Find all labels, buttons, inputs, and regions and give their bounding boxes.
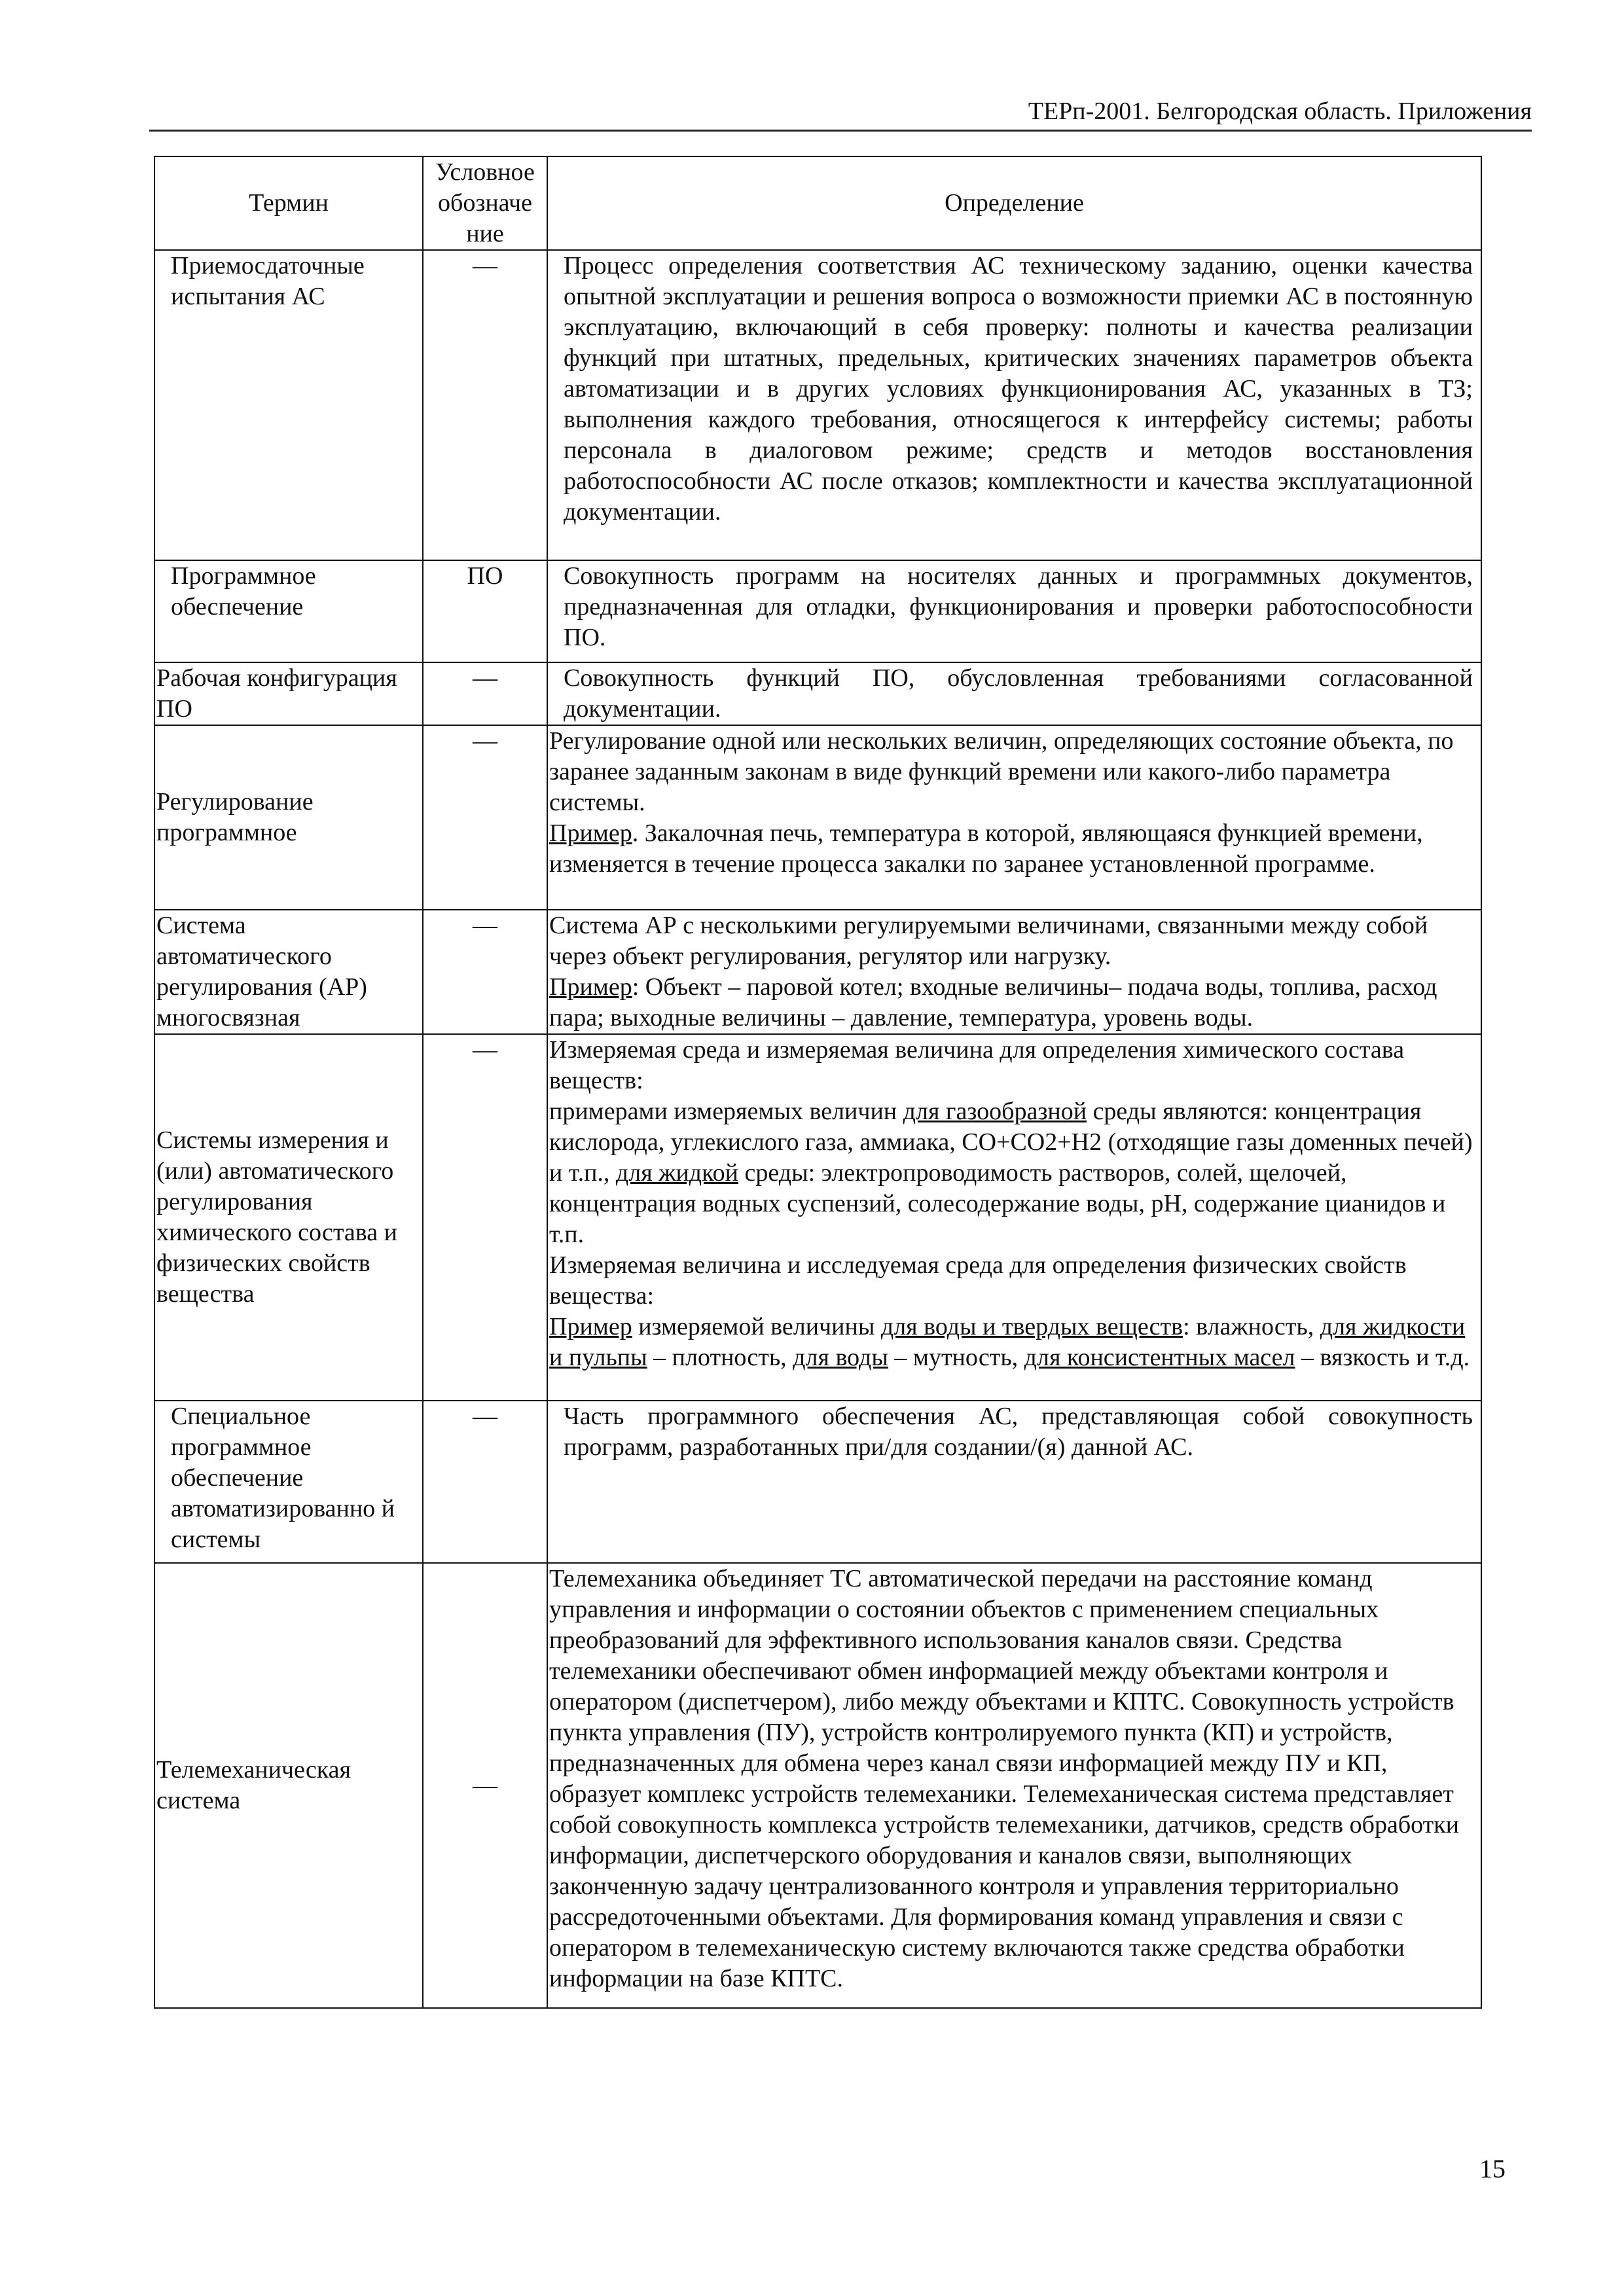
example-text: : Объект – паровой котел; входные величины– подача воды, топлива, расход пара; выходные величины – давление, температура, уровень воды. xyxy=(549,973,1437,1031)
table-row xyxy=(154,910,1481,1034)
definition-text: примерами измеряемых величин xyxy=(549,1098,903,1125)
definition-cell: Часть программного обеспечения АС, представляющая собой совокупность программ, разработанных при/для создании/(я) данной АС. xyxy=(547,1401,1481,1563)
definition-text: Система АР с несколькими регулируемыми величинами, связанными между собой через объект регулирования, регулятор или нагрузку. xyxy=(549,912,1428,970)
column-header-symbol xyxy=(423,156,547,250)
definition-text: Регулирование одной или нескольких величин, определяющих состояние объекта, по заранее заданным законам в виде функций времени или какого-либо параметра системы. xyxy=(549,727,1454,816)
symbol-cell: — xyxy=(423,1401,547,1563)
definition-text: – вязкость и т.д. xyxy=(1295,1344,1470,1371)
definition-cell xyxy=(547,910,1481,1034)
definition-text: – мутность, xyxy=(888,1344,1024,1371)
term-cell: Системы измерения и (или) автоматического регулирования химического состава и физических свойств вещества xyxy=(154,1034,423,1401)
symbol-cell: — xyxy=(423,1034,547,1401)
column-header-definition: Определение xyxy=(547,156,1481,250)
table-row xyxy=(154,250,1481,560)
example-label: Пример xyxy=(549,1313,632,1340)
definition-underlined: для воды xyxy=(793,1344,888,1371)
column-header-symbol-text: Условное обозначе ние xyxy=(435,158,535,247)
term-cell: Телемеханическая система xyxy=(154,1563,423,2008)
example-label: Пример xyxy=(549,973,632,1001)
symbol-cell: — xyxy=(423,1563,547,2008)
table-row xyxy=(154,1034,1481,1401)
table-row xyxy=(154,560,1481,662)
table-row xyxy=(154,725,1481,910)
page-header: ТЕРп-2001. Белгородская область. Приложения xyxy=(1028,98,1532,125)
symbol-cell: — xyxy=(423,250,547,560)
definition-text: : влажность, xyxy=(1183,1313,1320,1340)
example-text: . Закалочная печь, температура в которой, являющаяся функцией времени, изменяется в течение процесса закалки по заранее установленной программе. xyxy=(549,819,1423,878)
definition-text: – плотность, xyxy=(647,1344,793,1371)
symbol-cell: — xyxy=(423,662,547,725)
terms-table xyxy=(154,156,1482,2009)
term-cell: Специальное программное обеспечение автоматизированно й системы xyxy=(154,1401,423,1563)
definition-cell: Телемеханика объединяет ТС автоматической передачи на расстояние команд управления и информации о состоянии объектов с применением специальных преобразований для эффективного использования каналов связи. Средства телемеханики обеспечивают обмен информацией между объектами контроля и оператором (диспетчером), либо между объектами и КПТС. Совокупность устройств пункта управления (ПУ), устройств контролируемого пункта (КП) и устройств, предназначенных для обмена через канал связи информацией между ПУ и КП, образует комплекс устройств телемеханики. Телемеханическая система представляет собой совокупность комплекса устройств телемеханики, датчиков, средств обработки информации, диспетчерского оборудования и каналов связи, выполняющих законченную задачу централизованного контроля и управления территориально рассредоточенными объектами. Для формирования команд управления и связи с оператором в телемеханическую систему включаются также средства обработки информации на базе КПТС. xyxy=(547,1563,1481,2008)
term-cell: Система автоматического регулирования (АР) многосвязная xyxy=(154,910,423,1034)
definition-underlined: для газообразной xyxy=(903,1098,1087,1125)
header-rule xyxy=(149,130,1532,132)
term-cell: Программное обеспечение xyxy=(154,560,423,662)
definition-underlined: для консистентных масел xyxy=(1024,1344,1295,1371)
definition-cell xyxy=(547,725,1481,910)
definition-text: среды являются: концентрация кислорода, углекислого газа, аммиака, СО+СО2+Н2 (отходящие газы доменных печей) и т.п., xyxy=(549,1098,1473,1187)
table-row xyxy=(154,1401,1481,1563)
table-row xyxy=(154,662,1481,725)
term-cell: Приемосдаточные испытания АС xyxy=(154,250,423,560)
definition-cell: Совокупность функций ПО, обусловленная требованиями согласованной документации. xyxy=(547,662,1481,725)
definition-cell: Процесс определения соответствия АС техническому заданию, оценки качества опытной эксплуатации и решения вопроса о возможности приемки АС в постоянную эксплуатацию, включающий в себя проверку: полноты и качества реализации функций при штатных, предельных, критических значениях параметров объекта автоматизации и в других условиях функционирования АС, указанных в ТЗ; выполнения каждого требования, относящегося к интерфейсу системы; работы персонала в диалоговом режиме; средств и методов восстановления работоспособности АС после отказов; комплектности и качества эксплуатационной документации. xyxy=(547,250,1481,560)
definition-paragraph-3: Измеряемая величина и исследуемая среда для определения физических свойств вещества: xyxy=(549,1251,1407,1310)
definition-underlined: для жидкости и пульпы xyxy=(549,1313,1466,1371)
term-cell: Регулирование программное xyxy=(154,725,423,910)
definition-cell: Совокупность программ на носителях данных и программных документов, предназначенная для отладки, функционирования и проверки работоспособности ПО. xyxy=(547,560,1481,662)
table-row xyxy=(154,1563,1481,2008)
table-header-row xyxy=(154,156,1481,250)
definition-underlined: для жидкой xyxy=(615,1159,738,1187)
symbol-cell: — xyxy=(423,725,547,910)
definition-text: измеряемой величины xyxy=(632,1313,881,1340)
term-cell: Рабочая конфигурация ПО xyxy=(154,662,423,725)
example-label: Пример xyxy=(549,819,632,847)
definition-underlined: для воды и твердых веществ xyxy=(880,1313,1183,1340)
symbol-cell: — xyxy=(423,910,547,1034)
column-header-term: Термин xyxy=(154,156,423,250)
definition-text: среды: электропроводимость растворов, солей, щелочей, концентрация водных суспензий, солесодержание воды, рН, содержание цианидов и т.п. xyxy=(549,1159,1446,1248)
page-number: 15 xyxy=(1479,2154,1506,2183)
definition-cell xyxy=(547,1034,1481,1401)
definition-paragraph-1: Измеряемая среда и измеряемая величина для определения химического состава веществ: xyxy=(549,1036,1405,1094)
symbol-cell: ПО xyxy=(423,560,547,662)
